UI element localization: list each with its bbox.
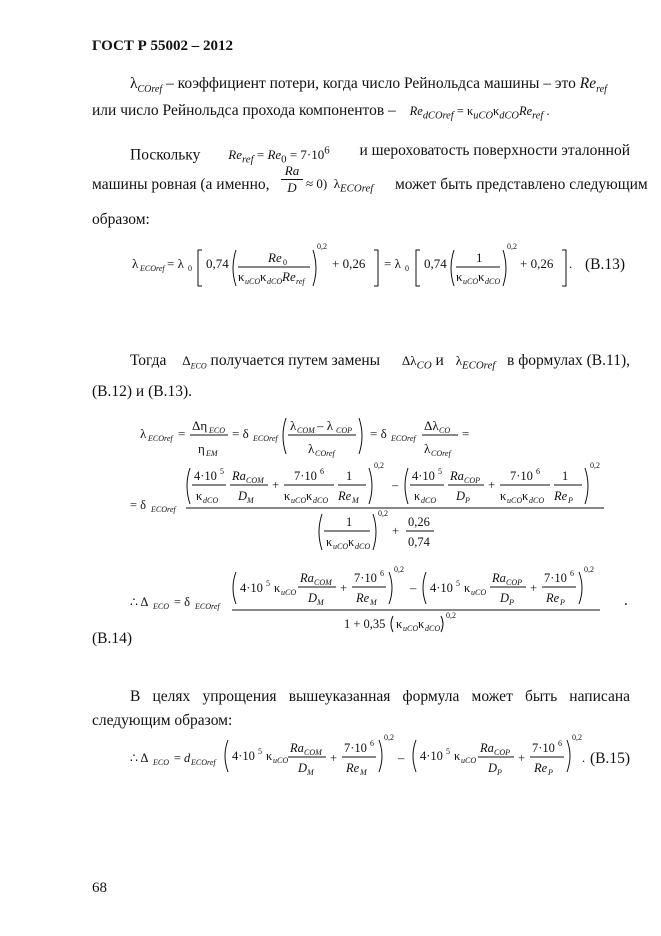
paragraph-since-line2: машины ровная (а именно, xyxy=(92,176,270,193)
svg-text:Re: Re xyxy=(554,489,568,503)
svg-text:κ: κ xyxy=(454,749,461,763)
svg-text:D: D xyxy=(238,489,248,503)
svg-text:–: – xyxy=(392,478,399,492)
svg-text:dCO: dCO xyxy=(421,496,437,505)
svg-text:0,2: 0,2 xyxy=(317,242,327,251)
svg-text:0,2: 0,2 xyxy=(394,565,404,574)
svg-text:ECOref: ECOref xyxy=(253,434,278,443)
svg-text:ECOref: ECOref xyxy=(151,505,176,514)
svg-text:COref: COref xyxy=(315,449,335,458)
svg-text:ECOref: ECOref xyxy=(195,602,220,611)
equation-b14-dot: . xyxy=(624,592,628,609)
svg-text:7·10: 7·10 xyxy=(344,741,367,755)
svg-text:P: P xyxy=(465,496,470,505)
paragraph-then-line1: Тогда $\Delta_{ECO}$ получается путем замены $\Delta\lambda_{CO}$ и $\lambda_{ECOref}$ в формулах (B.11), xyxy=(130,352,630,372)
svg-text:COP: COP xyxy=(494,748,510,757)
svg-text:ECOref: ECOref xyxy=(148,434,173,443)
svg-text:Ra: Ra xyxy=(492,571,506,585)
svg-text:6: 6 xyxy=(370,739,374,748)
svg-text:dCO: dCO xyxy=(355,542,371,551)
paragraph-then-line2: (B.12) и (B.13). xyxy=(92,383,192,400)
svg-text:κ: κ xyxy=(326,535,333,549)
svg-text:0,2: 0,2 xyxy=(584,565,594,574)
svg-text:dCO: dCO xyxy=(203,496,219,505)
svg-text:M: M xyxy=(370,598,377,607)
svg-text:4·10: 4·10 xyxy=(194,469,217,483)
svg-text:P: P xyxy=(497,768,502,777)
equation-b14-line2 xyxy=(120,460,640,560)
equation-b14-line1 xyxy=(120,408,500,464)
svg-text:EM: EM xyxy=(206,449,218,458)
svg-text:4·10: 4·10 xyxy=(412,469,435,483)
svg-text:Re: Re xyxy=(268,250,282,265)
svg-text:dCO: dCO xyxy=(485,277,501,286)
svg-text:D: D xyxy=(308,591,318,605)
svg-text:7·10: 7·10 xyxy=(532,741,555,755)
svg-text:Ra: Ra xyxy=(450,469,464,483)
svg-text:∴ Δ: ∴ Δ xyxy=(130,595,149,609)
svg-text:κ: κ xyxy=(500,489,507,503)
svg-text:1: 1 xyxy=(346,469,353,483)
svg-text:Re: Re xyxy=(338,489,352,503)
svg-text:uCO: uCO xyxy=(245,277,261,286)
svg-text:M: M xyxy=(247,496,254,505)
svg-text:0,2: 0,2 xyxy=(590,461,600,470)
svg-text:κ: κ xyxy=(522,489,529,503)
svg-text:∴ Δ: ∴ Δ xyxy=(130,751,149,765)
svg-text:= λ: = λ xyxy=(384,256,401,271)
svg-text:–: – xyxy=(398,751,405,765)
svg-text:0,74: 0,74 xyxy=(408,535,430,549)
svg-text:P: P xyxy=(548,768,553,777)
svg-text:7·10: 7·10 xyxy=(294,469,317,483)
svg-text:λ: λ xyxy=(140,426,147,441)
svg-text:d: d xyxy=(184,751,191,765)
svg-text:0,2: 0,2 xyxy=(378,509,388,518)
svg-text:κ: κ xyxy=(478,269,485,284)
svg-text:ECOref: ECOref xyxy=(191,758,216,767)
paragraph-since-line1: Поскольку $Re_{ref} = Re_0 = 7\cdot 10^6$ и шероховатость поверхности эталонной xyxy=(130,142,630,166)
paragraph-loss-coefficient-line2: или число Рейнольдса прохода компонентов – $Re_{dCOref} = \kappa_{uCO}\kappa_{dCO}Re_{ref}$ . xyxy=(92,102,550,122)
svg-text:0,2: 0,2 xyxy=(446,611,456,620)
svg-text:dCO: dCO xyxy=(425,624,441,633)
svg-text:4·10: 4·10 xyxy=(240,581,263,595)
svg-text:5: 5 xyxy=(438,467,442,476)
svg-text:M: M xyxy=(307,768,314,777)
svg-text:0,2: 0,2 xyxy=(384,733,394,742)
svg-text:uCO: uCO xyxy=(403,624,419,633)
document-header: ГОСТ Р 55002 – 2012 xyxy=(92,38,234,54)
svg-text:D: D xyxy=(456,489,466,503)
svg-text:+ 0,26: + 0,26 xyxy=(332,256,366,271)
svg-text:P: P xyxy=(560,598,565,607)
svg-text:.: . xyxy=(569,256,573,271)
svg-text:1: 1 xyxy=(476,250,483,265)
svg-text:ref: ref xyxy=(296,277,305,286)
svg-text:Ra: Ra xyxy=(480,741,494,755)
svg-text:ECO: ECO xyxy=(209,426,225,435)
paragraph-simplify-line1: В целях упрощения вышеуказанная формула может быть написана xyxy=(130,688,630,705)
svg-text:κ: κ xyxy=(274,581,281,595)
svg-text:+: + xyxy=(272,478,280,492)
svg-text:M: M xyxy=(317,598,324,607)
svg-text:= δ: = δ xyxy=(370,426,387,441)
svg-text:κ: κ xyxy=(348,535,355,549)
svg-text:=: = xyxy=(462,426,470,441)
svg-text:7·10: 7·10 xyxy=(354,571,377,585)
svg-text:P: P xyxy=(509,598,514,607)
svg-text:+: + xyxy=(518,751,526,765)
equation-b14-line3 xyxy=(120,562,640,636)
svg-text:κ: κ xyxy=(266,749,273,763)
svg-text:= δ: = δ xyxy=(232,426,249,441)
svg-text:D: D xyxy=(500,591,510,605)
svg-text:.: . xyxy=(582,751,586,765)
svg-text:0: 0 xyxy=(283,258,287,267)
svg-text:6: 6 xyxy=(320,467,324,476)
svg-text:Ra: Ra xyxy=(232,469,246,483)
svg-text:4·10: 4·10 xyxy=(430,581,453,595)
svg-text:κ: κ xyxy=(260,269,267,284)
svg-text:COP: COP xyxy=(336,426,352,435)
svg-text:1: 1 xyxy=(562,469,569,483)
svg-text:uCO: uCO xyxy=(273,756,289,765)
svg-text:M: M xyxy=(352,496,359,505)
svg-text:ECOref: ECOref xyxy=(391,434,416,443)
svg-text:5: 5 xyxy=(446,747,450,756)
svg-text:7·10: 7·10 xyxy=(510,469,533,483)
svg-text:D: D xyxy=(298,761,308,775)
svg-text:dCO: dCO xyxy=(267,277,283,286)
svg-text:COref: COref xyxy=(431,449,451,458)
formula-re-ref: $Re_{ref} = Re_0 = 7\cdot 10^6$ xyxy=(228,145,330,166)
svg-text:ECO: ECO xyxy=(153,602,169,611)
paragraph-simplify-line2: следующим образом: xyxy=(92,712,233,729)
svg-text:κ: κ xyxy=(464,581,471,595)
svg-text:= λ: = λ xyxy=(167,256,184,271)
svg-text:Δλ: Δλ xyxy=(424,418,439,433)
svg-text:COP: COP xyxy=(506,578,522,587)
svg-text:Re: Re xyxy=(346,761,360,775)
page-number: 68 xyxy=(92,880,107,896)
svg-text:0: 0 xyxy=(405,264,409,273)
paragraph-since-line3: образом: xyxy=(92,211,150,228)
svg-text:λ: λ xyxy=(308,441,315,456)
svg-text:0,2: 0,2 xyxy=(507,242,517,251)
svg-text:+ 0,26: + 0,26 xyxy=(520,256,554,271)
equation-label-b13: (B.13) xyxy=(585,256,626,273)
svg-text:D: D xyxy=(488,761,498,775)
svg-text:Re: Re xyxy=(282,269,296,284)
svg-text:4·10: 4·10 xyxy=(232,749,255,763)
svg-text:+: + xyxy=(392,524,400,538)
svg-text:COP: COP xyxy=(464,476,480,485)
svg-text:η: η xyxy=(198,441,205,456)
svg-text:κ: κ xyxy=(456,269,463,284)
svg-text:= δ: = δ xyxy=(174,595,191,609)
svg-text:uCO: uCO xyxy=(507,496,523,505)
svg-text:+: + xyxy=(340,581,348,595)
svg-text:0,26: 0,26 xyxy=(408,515,430,529)
svg-text:uCO: uCO xyxy=(461,756,477,765)
svg-text:=: = xyxy=(174,751,182,765)
svg-text:6: 6 xyxy=(380,569,384,578)
svg-text:– λ: – λ xyxy=(317,418,334,433)
svg-text:+: + xyxy=(530,581,538,595)
fraction-ra-d: Ra D xyxy=(281,163,303,196)
paragraph-loss-coefficient-line1: $\lambda_{COref}$ – коэффициент потери, когда число Рейнольдса машины – это $Re_{ref}$ xyxy=(130,75,607,96)
svg-text:P: P xyxy=(568,496,573,505)
svg-text:= δ: = δ xyxy=(130,498,147,512)
svg-text:uCO: uCO xyxy=(281,588,297,597)
svg-text:κ: κ xyxy=(418,617,425,631)
svg-text:Δη: Δη xyxy=(192,418,208,433)
svg-text:κ: κ xyxy=(396,617,403,631)
equation-b15 xyxy=(120,732,590,788)
svg-text:1 + 0,35: 1 + 0,35 xyxy=(344,617,386,631)
paragraph-since-line2-end: может быть представлено следующим xyxy=(395,176,648,193)
svg-text:uCO: uCO xyxy=(333,542,349,551)
svg-text:5: 5 xyxy=(456,579,460,588)
svg-text:M: M xyxy=(360,768,367,777)
svg-text:Ra: Ra xyxy=(300,571,314,585)
svg-text:0,74: 0,74 xyxy=(206,256,229,271)
svg-text:Ra: Ra xyxy=(290,741,304,755)
svg-text:5: 5 xyxy=(258,747,262,756)
svg-text:6: 6 xyxy=(536,467,540,476)
svg-text:λ: λ xyxy=(132,256,139,271)
svg-text:κ: κ xyxy=(284,489,291,503)
svg-text:λ: λ xyxy=(290,418,297,433)
svg-text:CO: CO xyxy=(439,426,451,435)
svg-text:ECO: ECO xyxy=(153,758,169,767)
equation-b13 xyxy=(120,236,650,296)
formula-re-dcoref: $Re_{dCOref} = \kappa_{uCO}\kappa_{dCO}Re_{ref}$ . xyxy=(409,104,550,122)
svg-text:COM: COM xyxy=(304,748,322,757)
svg-text:uCO: uCO xyxy=(291,496,307,505)
svg-text:5: 5 xyxy=(220,467,224,476)
svg-text:0: 0 xyxy=(188,264,192,273)
svg-text:0,74: 0,74 xyxy=(424,256,447,271)
svg-text:1: 1 xyxy=(346,515,353,529)
svg-text:ECOref: ECOref xyxy=(140,264,165,273)
svg-text:+: + xyxy=(488,478,496,492)
svg-text:Re: Re xyxy=(546,591,560,605)
svg-text:7·10: 7·10 xyxy=(544,571,567,585)
svg-text:λ: λ xyxy=(424,441,431,456)
svg-text:5: 5 xyxy=(266,579,270,588)
svg-text:κ: κ xyxy=(196,489,203,503)
svg-text:COM: COM xyxy=(314,578,332,587)
svg-text:0,2: 0,2 xyxy=(572,733,582,742)
svg-text:κ: κ xyxy=(238,269,245,284)
svg-text:6: 6 xyxy=(558,739,562,748)
svg-text:4·10: 4·10 xyxy=(420,749,443,763)
svg-text:Re: Re xyxy=(356,591,370,605)
svg-text:=: = xyxy=(178,426,186,441)
svg-text:6: 6 xyxy=(570,569,574,578)
approx-zero: ≈ 0) $\lambda_{ECOref}$ xyxy=(306,176,374,195)
svg-text:Re: Re xyxy=(534,761,548,775)
equation-label-b14: (B.14) xyxy=(92,630,133,647)
svg-text:COM: COM xyxy=(246,476,264,485)
svg-text:uCO: uCO xyxy=(463,277,479,286)
svg-text:dCO: dCO xyxy=(313,496,329,505)
svg-text:dCO: dCO xyxy=(529,496,545,505)
svg-text:0,2: 0,2 xyxy=(374,461,384,470)
equation-label-b15: (B.15) xyxy=(590,750,631,767)
svg-text:uCO: uCO xyxy=(471,588,487,597)
svg-text:+: + xyxy=(330,751,338,765)
svg-text:κ: κ xyxy=(306,489,313,503)
svg-text:κ: κ xyxy=(414,489,421,503)
svg-text:COM: COM xyxy=(297,426,315,435)
svg-text:–: – xyxy=(410,581,417,595)
